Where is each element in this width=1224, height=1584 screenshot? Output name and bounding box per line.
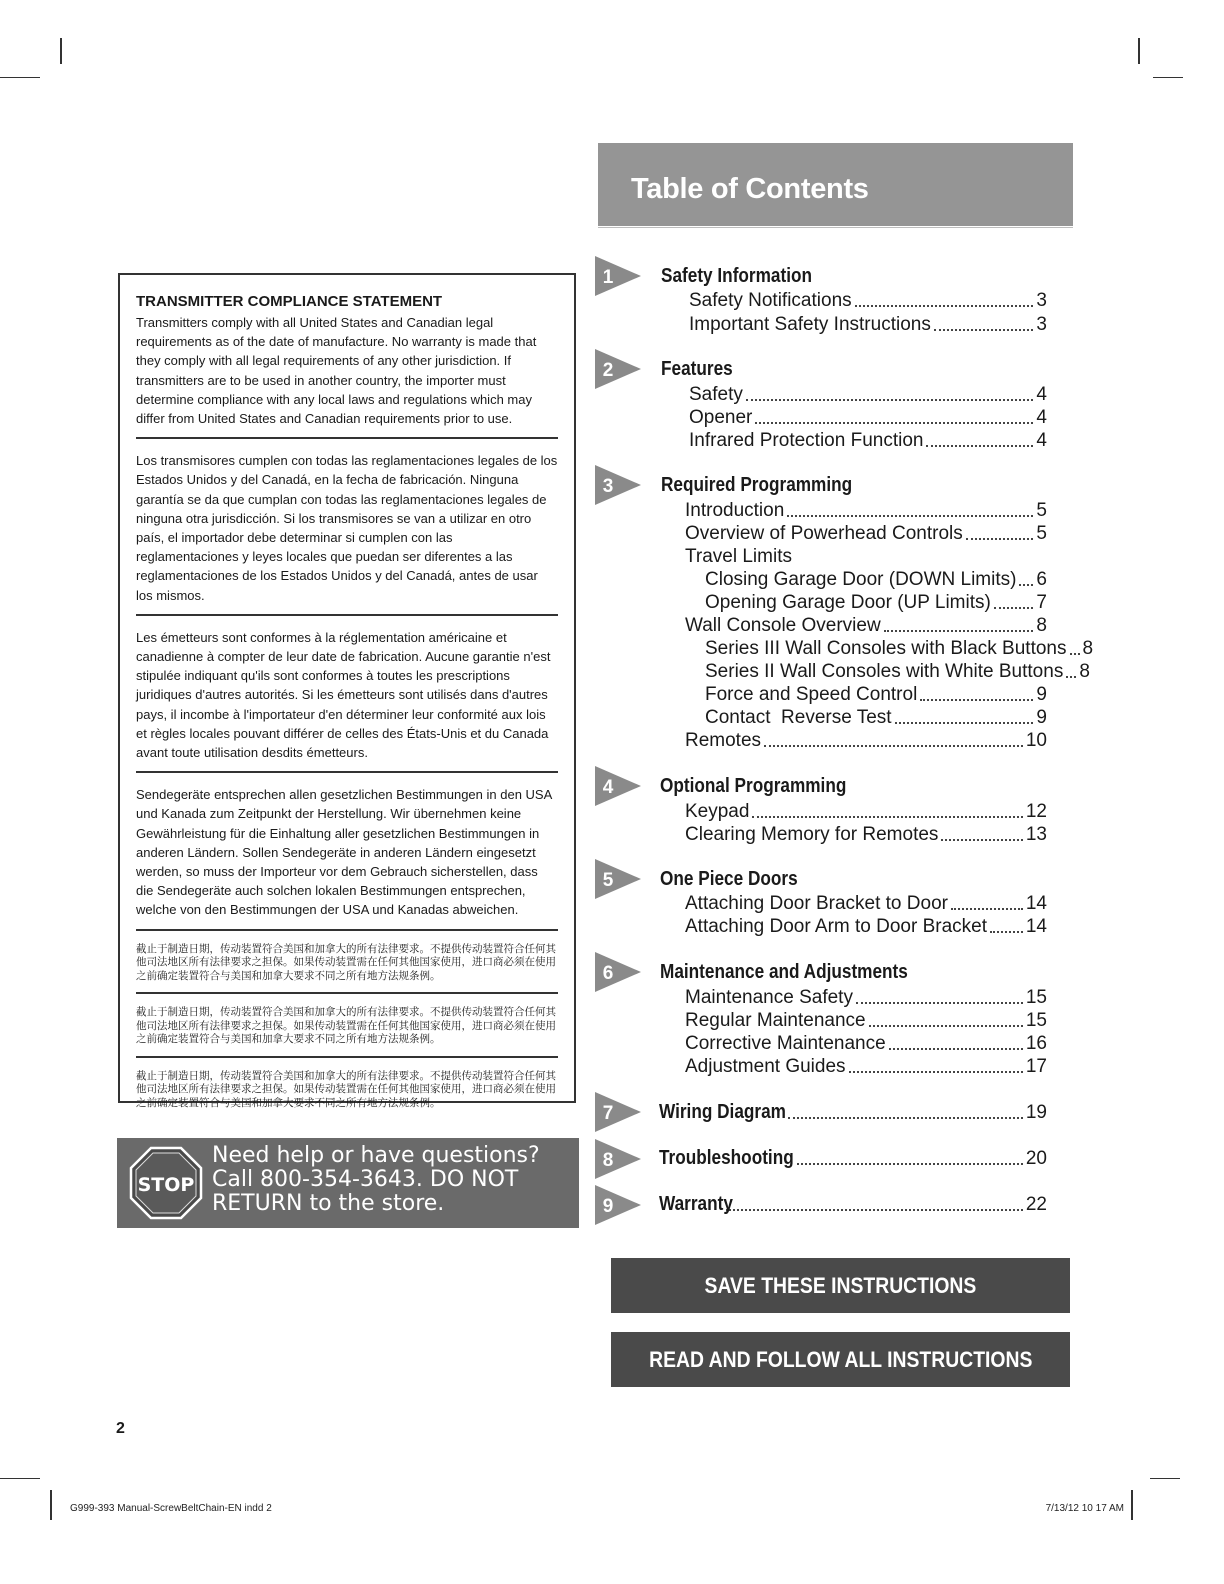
toc-entry-page: 15 (1025, 1010, 1047, 1031)
toc-entry-page: 9 (1036, 684, 1047, 705)
crop-mark (1150, 1478, 1180, 1479)
toc-entry[interactable] (705, 706, 1047, 729)
toc-entry[interactable] (689, 406, 1047, 429)
divider (136, 992, 558, 994)
leader-dots (994, 607, 1034, 609)
read-instructions-banner (611, 1332, 1070, 1387)
toc-entry-page: 15 (1025, 987, 1047, 1008)
leader-dots (855, 305, 1034, 307)
toc-entry[interactable] (689, 383, 1047, 406)
toc-entry[interactable] (685, 915, 1047, 938)
toc-entry-page: 17 (1025, 1056, 1047, 1077)
crop-mark (1138, 38, 1140, 64)
toc-entry-text: Warranty (659, 1193, 733, 1215)
leader-dots (726, 1209, 1023, 1211)
toc-entry[interactable] (705, 591, 1047, 614)
leader-dots (889, 1048, 1023, 1050)
leader-dots (934, 329, 1034, 331)
section-7-title[interactable] (659, 1101, 1047, 1124)
save-instructions-text: SAVE THESE INSTRUCTIONS (704, 1273, 977, 1298)
toc-entry-page: 10 (1025, 730, 1047, 751)
toc-entry-page: 7 (1036, 592, 1047, 613)
section-number: 1 (602, 267, 614, 288)
leader-dots (920, 699, 1033, 701)
toc-entry[interactable] (685, 800, 1047, 823)
leader-dots (1070, 653, 1080, 655)
crop-mark (0, 77, 40, 78)
crop-mark (0, 1478, 40, 1479)
toc-entry[interactable] (689, 313, 1047, 336)
toc-entry-text: Opening Garage Door (UP Limits) (705, 592, 991, 613)
save-instructions-banner (611, 1258, 1070, 1313)
compliance-chinese-1: 截止于制造日期，传动装置符合美国和加拿大的所有法律要求。不提供传动装置符合任何其他司法地区所有法律要求之担保。如果传动装置需在任何其他国家使用，进口商必须在使用之前确定装置符合与美国和加拿大要求不同之所有地方法规条例。 (136, 942, 556, 982)
crop-mark (1153, 77, 1183, 78)
toc-entry-text: Opener (689, 407, 753, 428)
toc-entry-text: Overview of Powerhead Controls (685, 523, 963, 544)
leader-dots (746, 399, 1034, 401)
footer-date: 7/13/12 10 17 AM (1045, 1503, 1124, 1514)
divider (136, 771, 558, 773)
toc-entry-page: 14 (1025, 916, 1047, 937)
section-6-arrow-icon (595, 952, 641, 992)
leader-dots (884, 630, 1034, 632)
compliance-english: Transmitters comply with all United States and Canadian legal requirements as of the date of manufacture. No warranty is made that they comply with all legal requirements of any other jurisdiction. If transmitters are to be used in another country, the importer must determine compliance with any local laws and regulations which may differ from United States and Canadian requirements prior to use. (136, 315, 537, 427)
section-4-title: Optional Programming (660, 775, 847, 797)
toc-entry-page: 8 (1079, 661, 1090, 682)
toc-entry-text: Contact Reverse Test (705, 707, 892, 728)
footer-file-name: G999-393 Manual-ScrewBeltChain-EN indd 2 (70, 1503, 272, 1514)
compliance-title: TRANSMITTER COMPLIANCE STATEMENT (136, 293, 443, 310)
crop-mark (60, 38, 62, 64)
toc-entry-text: Corrective Maintenance (685, 1033, 886, 1054)
section-3-arrow-icon (595, 465, 641, 505)
toc-entry[interactable] (705, 568, 1047, 591)
section-3-title: Required Programming (661, 474, 853, 496)
toc-entry-text: Attaching Door Arm to Door Bracket (685, 916, 988, 937)
toc-entry-page: 9 (1036, 707, 1047, 728)
toc-entry-page: 4 (1036, 384, 1047, 405)
toc-entry-page: 4 (1036, 407, 1047, 428)
toc-entry[interactable] (705, 660, 1090, 683)
stop-sign-icon (129, 1146, 203, 1220)
toc-entry-page: 22 (1025, 1194, 1047, 1215)
toc-entry-page: 6 (1036, 569, 1047, 590)
compliance-chinese-2: 截止于制造日期，传动装置符合美国和加拿大的所有法律要求。不提供传动装置符合任何其他司法地区所有法律要求之担保。如果传动装置需在任何其他国家使用，进口商必须在使用之前确定装置符合与美国和加拿大要求不同之所有地方法规条例。 (136, 1006, 556, 1046)
leader-dots (755, 422, 1033, 424)
toc-entry[interactable] (685, 986, 1047, 1009)
section-number: 6 (602, 963, 614, 984)
toc-entry-text: Clearing Memory for Remotes (685, 824, 939, 845)
toc-entry[interactable] (685, 823, 1047, 846)
leader-dots (951, 908, 1023, 910)
read-instructions-text: READ AND FOLLOW ALL INSTRUCTIONS (648, 1347, 1033, 1372)
leader-dots (926, 445, 1033, 447)
toc-entry-text: Wall Console Overview (685, 615, 881, 636)
toc-entry-page: 8 (1082, 638, 1094, 659)
toc-entry-text: Introduction (685, 500, 785, 521)
section-4-arrow-icon (595, 766, 641, 806)
toc-entry-page: 8 (1036, 615, 1047, 636)
crop-mark (1131, 1490, 1133, 1520)
toc-entry[interactable] (685, 545, 1047, 568)
section-7-arrow-icon (595, 1092, 641, 1132)
toc-entry-text: Closing Garage Door (DOWN Limits) (705, 569, 1017, 590)
toc-entry-text: Keypad (685, 801, 750, 822)
section-8-arrow-icon (595, 1139, 641, 1179)
stop-label: STOP (137, 1174, 195, 1196)
leader-dots (788, 1117, 1023, 1119)
leader-dots (764, 745, 1023, 747)
divider (136, 1056, 558, 1058)
leader-dots (966, 538, 1034, 540)
leader-dots (990, 931, 1023, 933)
leader-dots (895, 722, 1034, 724)
toc-entry-page: 20 (1025, 1148, 1047, 1169)
toc-entry-page: 4 (1036, 430, 1047, 451)
toc-entry-page: 19 (1025, 1102, 1047, 1123)
leader-dots (869, 1025, 1023, 1027)
section-5-arrow-icon (595, 859, 641, 899)
leader-dots (849, 1071, 1023, 1073)
toc-entry-text: Troubleshooting (659, 1147, 794, 1169)
section-number: 5 (602, 870, 614, 891)
leader-dots (1019, 584, 1033, 586)
compliance-french: Les émetteurs sont conformes à la réglementation américaine et canadienne à compter de leur date de fabrication. Aucune garantie n'est stipulée indiquant qu'ils sont conformes à toutes les prescriptions juridiques d'autres autorités. Si les émetteurs sont utilisés dans d'autres pays, il incombe à l'importateur d'en déterminer leur conformité aux lois et règles locales pouvant différer de celles des États-Unis et du Canada avant toute utilisation desdits émetteurs. (136, 629, 551, 761)
leader-dots (941, 839, 1022, 841)
section-5-title: One Piece Doors (660, 868, 798, 890)
toc-entry-text: Regular Maintenance (685, 1010, 866, 1031)
toc-header (598, 143, 1073, 226)
section-number: 2 (602, 360, 614, 381)
section-2-arrow-icon (595, 349, 641, 389)
toc-entry-text: Adjustment Guides (685, 1056, 846, 1077)
leader-dots (752, 816, 1022, 818)
toc-entry-page: 12 (1025, 801, 1047, 822)
toc-title: Table of Contents (631, 173, 869, 205)
toc-entry-page: 13 (1025, 824, 1047, 845)
toc-entry[interactable] (705, 637, 1094, 660)
toc-entry[interactable] (685, 1032, 1047, 1055)
leader-dots (1066, 676, 1076, 678)
leader-dots (856, 1002, 1023, 1004)
compliance-german: Sendegeräte entsprechen allen gesetzlichen Bestimmungen in den USA und Kanada zum Zeitpunkt der Herstellung. Wir übernehmen keine Gewährleistung für die Einhaltung aller gesetzlichen Bestimmungen in anderen Ländern. Sollen Sendegeräte in anderen Ländern eingesetzt werden, so muss der Importeur vor dem Gebrauch sicherstellen, dass die Sendegeräte auch solchen lokalen Bestimmungen entsprechen, welche von den Bestimmungen der USA und Kanadas abweichen. (136, 787, 552, 918)
divider (136, 614, 558, 616)
toc-entry[interactable] (685, 729, 1047, 752)
section-number: 3 (602, 476, 614, 497)
crop-mark (50, 1490, 52, 1520)
toc-entry-text: Wiring Diagram (659, 1101, 786, 1123)
toc-entry[interactable] (685, 1055, 1047, 1078)
section-6-title: Maintenance and Adjustments (660, 961, 908, 983)
toc-entry-text: Infrared Protection Function (689, 430, 924, 451)
toc-entry[interactable] (685, 522, 1047, 545)
leader-dots (797, 1163, 1023, 1165)
toc-entry-page: 5 (1036, 523, 1047, 544)
divider (136, 929, 558, 931)
section-9-arrow-icon (595, 1185, 641, 1225)
compliance-chinese-3: 截止于制造日期，传动装置符合美国和加拿大的所有法律要求。不提供传动装置符合任何其他司法地区所有法律要求之担保。如果传动装置需在任何其他国家使用，进口商必须在使用之前确定装置符合与美国和加拿大要求不同之所有地方法规条例。 (136, 1069, 556, 1109)
divider (136, 437, 558, 439)
toc-entry-text: Force and Speed Control (705, 684, 918, 705)
toc-entry[interactable] (685, 614, 1047, 637)
toc-entry-text: Maintenance Safety (685, 987, 853, 1008)
toc-entry-page: 14 (1025, 893, 1047, 914)
toc-entry-page: 3 (1036, 314, 1047, 335)
toc-entry-text: Remotes (685, 730, 762, 751)
help-text: Need help or have questions? Call 800-354-3643. DO NOT RETURN to the store. (212, 1143, 540, 1216)
toc-entry[interactable] (685, 1009, 1047, 1032)
toc-entry-page: 3 (1036, 290, 1047, 311)
compliance-statement-box (118, 273, 576, 1109)
toc-entry[interactable] (685, 499, 1047, 522)
help-banner (117, 1138, 579, 1228)
toc-entry-text: Series III Wall Consoles with Black Buttons (705, 638, 1067, 659)
section-number: 9 (602, 1196, 614, 1217)
section-number: 4 (602, 777, 614, 798)
section-8-title[interactable] (659, 1147, 1047, 1170)
divider (598, 227, 1073, 228)
section-1-arrow-icon (595, 256, 641, 296)
section-2-title: Features (661, 358, 733, 380)
toc-entry[interactable] (689, 289, 1047, 312)
toc-entry-page: 5 (1036, 500, 1047, 521)
toc-entry-text: Attaching Door Bracket to Door (685, 893, 948, 914)
toc-entry[interactable] (705, 683, 1047, 706)
toc-entry-text: Series II Wall Consoles with White Buttons (705, 661, 1064, 682)
section-number: 8 (602, 1150, 614, 1171)
section-9-title[interactable] (659, 1193, 1047, 1216)
toc-entry[interactable] (689, 429, 1047, 452)
toc-entry-text: Safety (689, 384, 743, 405)
toc-entry-page: 16 (1025, 1033, 1047, 1054)
toc-entry-text: Important Safety Instructions (689, 314, 931, 335)
page-number: 2 (116, 1420, 125, 1437)
section-number: 7 (602, 1103, 614, 1124)
toc-entry-text: Travel Limits (685, 546, 792, 567)
section-1-title: Safety Information (661, 265, 812, 287)
toc-entry[interactable] (685, 892, 1047, 915)
toc-entry-text: Safety Notifications (689, 290, 852, 311)
leader-dots (787, 515, 1033, 517)
compliance-spanish: Los transmisores cumplen con todas las reglamentaciones legales de los Estados Unidos y del Canadá, en la fecha de fabricación. Ninguna garantía se da que cumplan con todas las reglamentaciones legales de ninguna otra jurisdicción. Si los transmisores se van a utilizar en otro país, el importador debe determinar si cumplen con las reglamentaciones y leyes locales que puedan ser diferentes a las reglamentaciones de los Estados Unidos y del Canadá, antes de usar los mismos. (136, 453, 558, 603)
